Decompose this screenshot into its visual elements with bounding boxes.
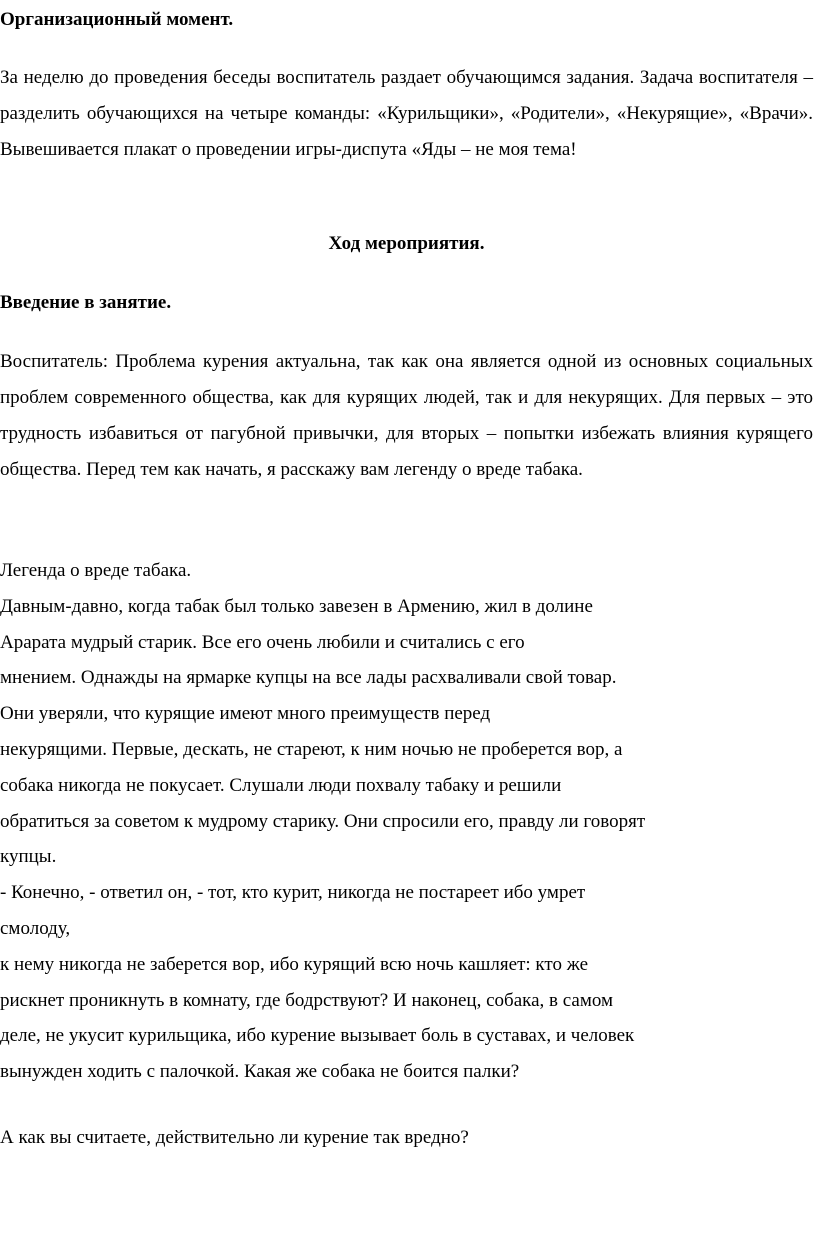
legend-line: рискнет проникнуть в комнату, где бодрствуют? И наконец, собака, в самом [0,989,614,1011]
legend-block [0,553,760,1090]
heading-course: Ход мероприятия. [328,233,485,254]
paragraph-intro: Воспитатель: Проблема курения актуальна, так как она является одной из основных социальных проблем современного общества, как для курящих людей, так и для некурящих. Для первых – это трудность избавиться от пагубной привычки, для вторых – попытки избежать влияния курящего общества. Перед тем как начать, я расскажу вам легенду о вреде табака. [0,351,813,480]
legend-line: собака никогда не покусает. Слушали люди похвалу табаку и решили [0,774,562,796]
legend-line: купцы. [0,846,57,868]
legend-line: - Конечно, - ответил он, - тот, кто курит, никогда не постареет ибо умрет [0,882,586,904]
legend-line: вынужден ходить с палочкой. Какая же собака не боится палки? [0,1061,520,1083]
legend-line: Они уверяли, что курящие имеют много преимуществ перед [0,703,491,725]
legend-line: к нему никогда не заберется вор, ибо курящий всю ночь кашляет: кто же [0,953,588,975]
legend-line: обратиться за советом к мудрому старику. Они спросили его, правду ли говорят [0,810,646,832]
heading-org-moment: Организационный момент. [0,9,234,30]
legend-title: Легенда о вреде табака. [0,560,192,581]
legend-line: деле, не укусит курильщика, ибо курение вызывает боль в суставах, и человек [0,1025,635,1047]
legend-line: смолоду, [0,917,71,939]
legend-line: Давным-давно, когда табак был только завезен в Армению, жил в долине [0,595,593,617]
legend-line: Арарата мудрый старик. Все его очень любили и считались с его [0,631,525,653]
legend-line: мнением. Однажды на ярмарке купцы на все лады расхваливали свой товар. [0,667,617,689]
heading-intro: Введение в занятие. [0,292,172,313]
paragraph-org-moment: За неделю до проведения беседы воспитатель раздает обучающимся задания. Задача воспитателя – разделить обучающихся на четыре команды: «Курильщики», «Родители», «Некурящие», «Врачи». Вывешивается плакат о проведении игры-диспута «Яды – не моя тема! [0,67,813,160]
legend-line: некурящими. Первые, дескать, не стареют, к ним ночью не проберется вор, а [0,738,623,760]
closing-question: А как вы считаете, действительно ли курение так вредно? [0,1127,469,1148]
